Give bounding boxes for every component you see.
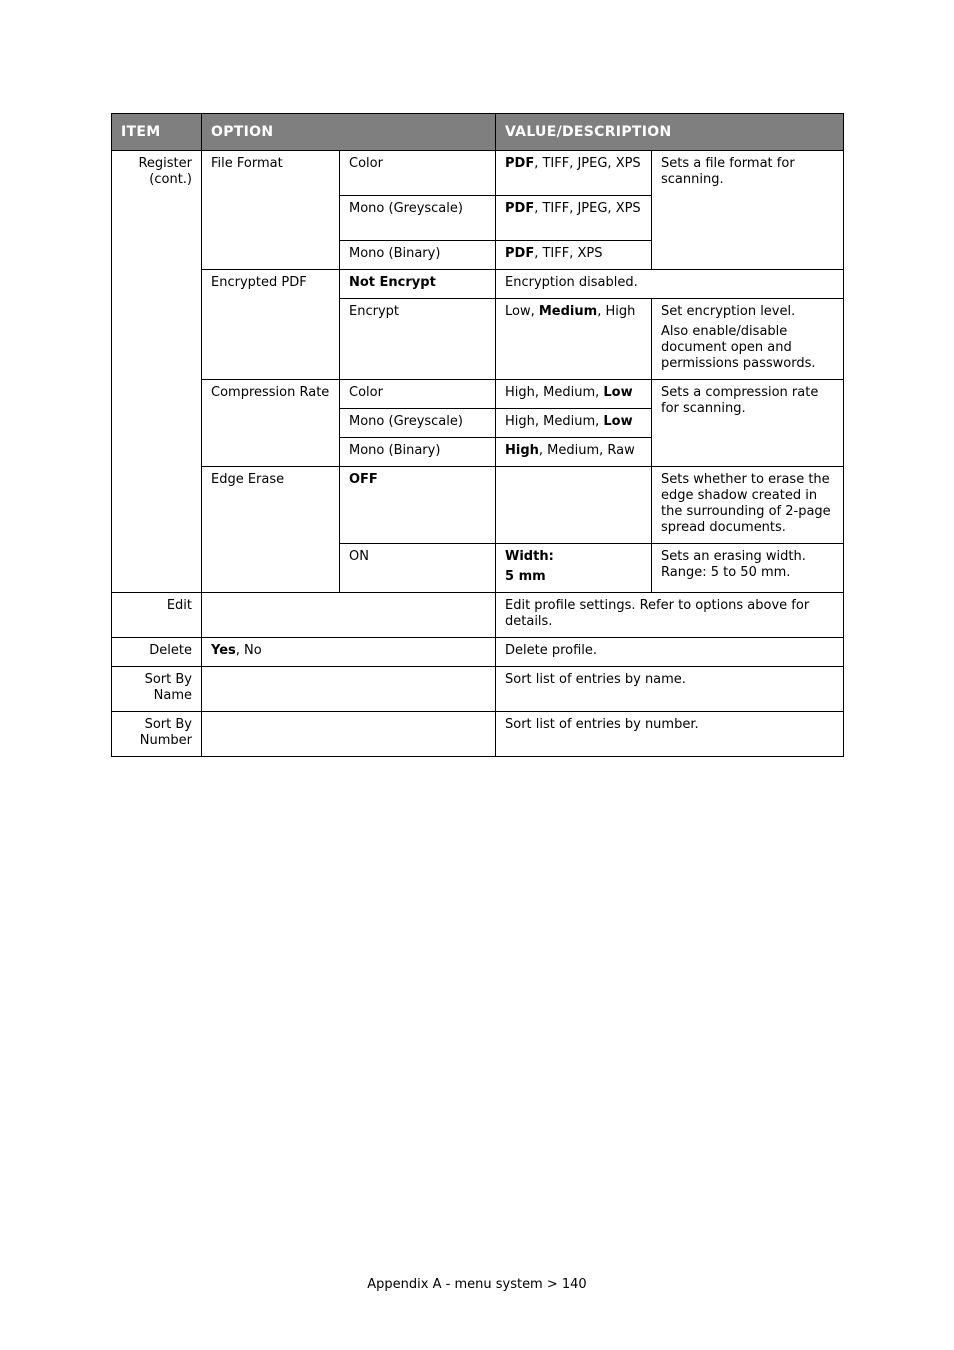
description: Sort list of entries by number. xyxy=(496,712,844,757)
option-edge-erase: Edge Erase xyxy=(202,467,340,593)
option-cell xyxy=(202,667,496,712)
description: Set encryption level. Also enable/disable document open and permissions passwords. xyxy=(652,299,844,380)
description: Edit profile settings. Refer to options above for details. xyxy=(496,593,844,638)
value-cell: PDF, TIFF, XPS xyxy=(496,241,652,270)
value-cell: Low, Medium, High xyxy=(496,299,652,380)
description: Delete profile. xyxy=(496,638,844,667)
sub-option: Color xyxy=(340,151,496,196)
description: Sort list of entries by name. xyxy=(496,667,844,712)
value-cell: High, Medium, Raw xyxy=(496,438,652,467)
value-cell: PDF, TIFF, JPEG, XPS xyxy=(496,196,652,241)
header-value-description: VALUE/DESCRIPTION xyxy=(496,114,844,151)
table-row xyxy=(112,380,844,409)
sub-option: OFF xyxy=(340,467,496,544)
value-cell: High, Medium, Low xyxy=(496,409,652,438)
sub-option: Color xyxy=(340,380,496,409)
sub-option: Mono (Greyscale) xyxy=(340,409,496,438)
menu-table xyxy=(111,113,844,593)
table-row xyxy=(112,712,844,757)
sub-option: Mono (Binary) xyxy=(340,241,496,270)
sub-option: Mono (Greyscale) xyxy=(340,196,496,241)
header-option: OPTION xyxy=(202,114,496,151)
value-cell: PDF, TIFF, JPEG, XPS xyxy=(496,151,652,196)
option-compression-rate: Compression Rate xyxy=(202,380,340,467)
option-file-format: File Format xyxy=(202,151,340,270)
description: Sets an erasing width. Range: 5 to 50 mm. xyxy=(652,544,844,593)
sub-option: Encrypt xyxy=(340,299,496,380)
table-row xyxy=(112,638,844,667)
value-cell: Width: 5 mm xyxy=(496,544,652,593)
table-header-row xyxy=(112,114,844,151)
item-register: Register (cont.) xyxy=(112,151,202,593)
description: Sets a file format for scanning. xyxy=(652,151,844,270)
value-cell: High, Medium, Low xyxy=(496,380,652,409)
sub-option: Mono (Binary) xyxy=(340,438,496,467)
sub-option: Not Encrypt xyxy=(340,270,496,299)
description: Sets whether to erase the edge shadow created in the surrounding of 2-page spread documents. xyxy=(652,467,844,544)
item-edit: Edit xyxy=(112,593,202,638)
description: Encryption disabled. xyxy=(496,270,844,299)
menu-table-continued xyxy=(111,592,844,757)
item-sort-by-name: Sort By Name xyxy=(112,667,202,712)
option-cell: Yes, No xyxy=(202,638,496,667)
page-footer: Appendix A - menu system > 140 xyxy=(367,1277,587,1292)
option-cell xyxy=(202,712,496,757)
header-item: ITEM xyxy=(112,114,202,151)
description: Sets a compression rate for scanning. xyxy=(652,380,844,467)
sub-option: ON xyxy=(340,544,496,593)
item-delete: Delete xyxy=(112,638,202,667)
table-row xyxy=(112,467,844,544)
table-row xyxy=(112,270,844,299)
table-row xyxy=(112,151,844,196)
table-row xyxy=(112,593,844,638)
option-encrypted-pdf: Encrypted PDF xyxy=(202,270,340,380)
option-cell xyxy=(202,593,496,638)
item-sort-by-number: Sort By Number xyxy=(112,712,202,757)
table-row xyxy=(112,667,844,712)
value-cell xyxy=(496,467,652,544)
